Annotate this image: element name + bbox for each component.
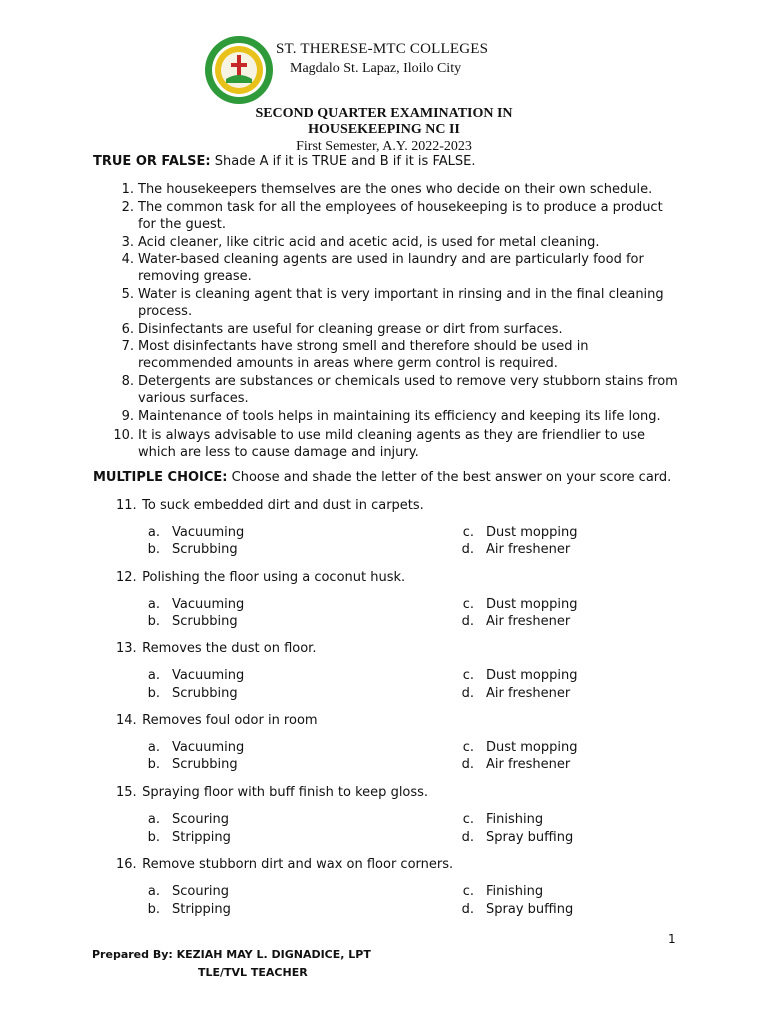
mc-option-text: Dust mopping	[486, 740, 578, 755]
mc-question	[116, 857, 453, 872]
tf-item-number: 2.	[121, 200, 134, 215]
tf-item-number: 3.	[121, 235, 134, 250]
exam-title-line2: HOUSEKEEPING NC II	[308, 122, 460, 137]
mc-option	[136, 902, 231, 917]
mc-question-number: 16.	[116, 857, 137, 872]
mc-option	[136, 668, 244, 683]
tf-item-text: Disinfectants are useful for cleaning grease or dirt from surfaces.	[138, 322, 563, 337]
mc-option	[450, 830, 573, 845]
mc-question-text: Spraying floor with buff finish to keep gloss.	[142, 785, 429, 800]
school-name: ST. THERESE-MTC COLLEGES	[276, 41, 489, 57]
mc-option	[136, 597, 244, 612]
semester-line: First Semester, A.Y. 2022-2023	[296, 139, 472, 154]
true-false-label: TRUE OR FALSE:	[93, 154, 211, 169]
mc-question-text: Removes foul odor in room	[142, 713, 318, 728]
mc-option-letter: b.	[147, 542, 160, 557]
mc-option-letter: b.	[147, 830, 160, 845]
tf-item-text: Water-based cleaning agents are used in laundry and are particularly food for removing grease.	[138, 252, 644, 284]
mc-option-text: Scouring	[172, 884, 230, 899]
tf-item-number: 7.	[121, 339, 134, 354]
mc-option-text: Stripping	[172, 830, 231, 845]
mc-option	[136, 884, 229, 899]
mc-option	[450, 902, 573, 917]
mc-option-letter: c.	[462, 597, 474, 612]
mc-option-text: Finishing	[486, 884, 544, 899]
mc-option-text: Vacuuming	[172, 597, 245, 612]
mc-question	[116, 713, 318, 728]
mc-question	[116, 641, 316, 656]
mc-option-text: Dust mopping	[486, 597, 578, 612]
mc-option-letter: c.	[462, 668, 474, 683]
mc-option	[136, 686, 238, 701]
mc-option-letter: a.	[147, 597, 160, 612]
mc-option-text: Finishing	[486, 812, 544, 827]
multiple-choice-instruction: Choose and shade the letter of the best answer on your score card.	[231, 470, 672, 485]
tf-item-text: The housekeepers themselves are the ones who decide on their own schedule.	[138, 182, 653, 197]
tf-item-number: 5.	[121, 287, 134, 302]
mc-option-text: Air freshener	[486, 614, 571, 629]
multiple-choice-heading	[93, 470, 671, 485]
mc-question-text: Removes the dust on floor.	[142, 641, 317, 656]
mc-option-text: Air freshener	[486, 757, 571, 772]
tf-item-text: Most disinfectants have strong smell and therefore should be used in recommended amounts in areas where germ control is required.	[138, 339, 589, 371]
mc-option-text: Air freshener	[486, 686, 571, 701]
mc-option	[450, 614, 570, 629]
tf-item-text: Acid cleaner, like citric acid and acetic acid, is used for metal cleaning.	[138, 235, 600, 250]
mc-option-letter: d.	[461, 686, 474, 701]
tf-item-number: 4.	[121, 252, 134, 267]
mc-question	[116, 498, 424, 513]
mc-option	[136, 525, 244, 540]
true-false-heading	[93, 154, 475, 169]
mc-option-letter: a.	[147, 884, 160, 899]
mc-option-letter: c.	[462, 812, 474, 827]
mc-question-text: To suck embedded dirt and dust in carpets.	[142, 498, 424, 513]
page-number: 1	[668, 932, 676, 946]
mc-option-letter: c.	[462, 884, 474, 899]
tf-item-text: It is always advisable to use mild cleaning agents as they are friendlier to use which are less to cause damage and injury.	[138, 428, 645, 460]
mc-option-letter: d.	[461, 614, 474, 629]
mc-option	[450, 740, 577, 755]
mc-option-text: Scrubbing	[172, 757, 238, 772]
mc-option-letter: d.	[461, 757, 474, 772]
mc-option	[450, 812, 543, 827]
tf-item-number: 8.	[121, 374, 134, 389]
tf-item-text: Water is cleaning agent that is very important in rinsing and in the final cleaning process.	[138, 287, 664, 319]
mc-option-letter: c.	[462, 525, 474, 540]
mc-question-number: 12.	[116, 570, 137, 585]
mc-option-text: Scrubbing	[172, 686, 238, 701]
mc-option-letter: a.	[147, 668, 160, 683]
mc-option-text: Vacuuming	[172, 740, 245, 755]
exam-title-line1: SECOND QUARTER EXAMINATION IN	[255, 106, 513, 121]
mc-question	[116, 785, 428, 800]
mc-option-text: Scrubbing	[172, 542, 238, 557]
mc-option	[450, 542, 570, 557]
tf-item-number: 1.	[121, 182, 134, 197]
prepared-by: Prepared By: KEZIAH MAY L. DIGNADICE, LPT	[92, 948, 371, 961]
mc-option-letter: b.	[147, 902, 160, 917]
mc-option-text: Scrubbing	[172, 614, 238, 629]
mc-option	[136, 542, 238, 557]
mc-option-text: Stripping	[172, 902, 231, 917]
mc-option-letter: d.	[461, 830, 474, 845]
tf-item-number: 6.	[121, 322, 134, 337]
mc-option	[136, 812, 229, 827]
mc-question-number: 14.	[116, 713, 137, 728]
tf-item-number: 9.	[121, 409, 134, 424]
mc-option-letter: a.	[147, 525, 160, 540]
mc-question-text: Remove stubborn dirt and wax on floor corners.	[142, 857, 454, 872]
mc-question	[116, 570, 405, 585]
mc-question-number: 13.	[116, 641, 137, 656]
mc-option	[136, 740, 244, 755]
mc-question-number: 11.	[116, 498, 137, 513]
mc-option-text: Air freshener	[486, 542, 571, 557]
mc-option	[450, 757, 570, 772]
mc-question-number: 15.	[116, 785, 137, 800]
tf-item-number: 10.	[113, 428, 134, 443]
mc-option	[450, 525, 577, 540]
mc-option-letter: d.	[461, 902, 474, 917]
true-false-instruction: Shade A if it is TRUE and B if it is FALSE.	[214, 154, 476, 169]
mc-option-letter: a.	[147, 812, 160, 827]
mc-option-letter: b.	[147, 686, 160, 701]
mc-option	[136, 830, 231, 845]
mc-option	[450, 884, 543, 899]
tf-item-text: Maintenance of tools helps in maintaining its efficiency and keeping its life long.	[138, 409, 661, 424]
tf-item-text: The common task for all the employees of housekeeping is to produce a product for the guest.	[138, 200, 663, 232]
mc-option-text: Spray buffing	[486, 830, 574, 845]
mc-option	[136, 757, 238, 772]
mc-option-letter: c.	[462, 740, 474, 755]
mc-option-letter: d.	[461, 542, 474, 557]
tf-item-text: Detergents are substances or chemicals used to remove very stubborn stains from various surfaces.	[138, 374, 678, 406]
mc-option-text: Vacuuming	[172, 668, 245, 683]
mc-option-letter: b.	[147, 614, 160, 629]
mc-option-text: Dust mopping	[486, 525, 578, 540]
teacher-role: TLE/TVL TEACHER	[198, 966, 308, 979]
school-seal-icon	[204, 35, 274, 105]
mc-option	[450, 597, 577, 612]
school-address: Magdalo St. Lapaz, Iloilo City	[290, 61, 462, 76]
multiple-choice-label: MULTIPLE CHOICE:	[93, 470, 228, 485]
mc-question-text: Polishing the floor using a coconut husk.	[142, 570, 406, 585]
mc-option-text: Vacuuming	[172, 525, 245, 540]
mc-option-text: Dust mopping	[486, 668, 578, 683]
mc-option	[450, 686, 570, 701]
mc-option	[450, 668, 577, 683]
mc-option-text: Spray buffing	[486, 902, 574, 917]
mc-option-letter: b.	[147, 757, 160, 772]
mc-option-text: Scouring	[172, 812, 230, 827]
mc-option	[136, 614, 238, 629]
mc-option-letter: a.	[147, 740, 160, 755]
